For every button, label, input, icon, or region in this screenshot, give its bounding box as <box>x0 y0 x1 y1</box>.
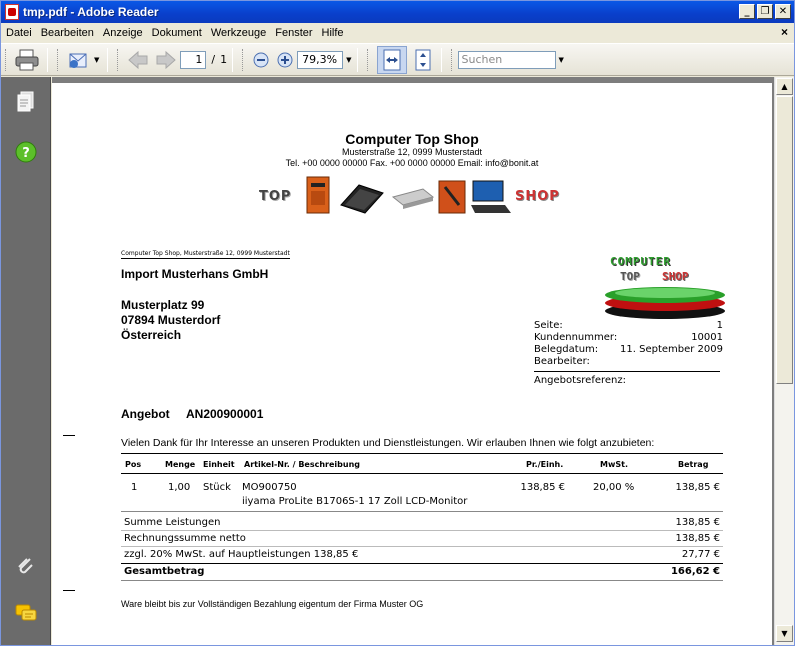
menu-datei[interactable]: Datei <box>6 26 32 39</box>
document-view[interactable] <box>52 77 774 645</box>
menu-werkzeuge[interactable]: Werkzeuge <box>210 26 267 39</box>
title-bar[interactable] <box>1 1 794 23</box>
summe-value: 138,85 € <box>675 517 720 528</box>
referenz-label: Angebotsreferenz: <box>534 375 626 386</box>
intro-text: Vielen Dank für Ihr Interesse an unseren Produkten und Dienstleistungen. Wir erlauben Ihnen wie folgt anzubieten: <box>121 437 655 449</box>
footer-note: Ware bleibt bis zur Vollständigen Bezahlung eigentum der Firma Muster OG <box>121 599 424 609</box>
zoom-out-icon <box>252 51 270 69</box>
shop-name: Computer Top Shop <box>345 131 479 147</box>
paperclip-icon <box>15 555 37 577</box>
restore-button[interactable]: ❐ <box>757 4 773 19</box>
comments-icon <box>15 604 37 624</box>
comments-button[interactable] <box>15 603 37 625</box>
zoom-dropdown-icon[interactable]: ▼ <box>346 55 352 64</box>
col-pos: Pos <box>125 460 142 469</box>
svg-text:?: ? <box>22 146 30 161</box>
product-images-icon <box>305 175 525 217</box>
email-icon <box>67 49 91 71</box>
window-title: tmp.pdf - Adobe Reader <box>23 5 159 19</box>
seite-label: Seite: <box>534 320 563 331</box>
offer-label: Angebot <box>121 407 170 421</box>
chevron-down-icon[interactable]: ▼ <box>94 55 100 64</box>
menu-bar <box>1 23 794 42</box>
shop-contact: Tel. +00 0000 00000 Fax. +00 0000 00000 Email: info@bonit.at <box>285 158 539 168</box>
search-dropdown-icon[interactable]: ▼ <box>558 55 564 64</box>
mwst-value: 27,77 € <box>681 549 720 560</box>
col-preis: Pr./Einh. <box>526 460 564 469</box>
pdf-app-icon <box>5 4 19 20</box>
item-betrag: 138,85 € <box>675 482 720 493</box>
menu-bearbeiten[interactable]: Bearbeiten <box>40 26 94 39</box>
col-menge: Menge <box>165 460 196 469</box>
fit-width-button[interactable] <box>377 46 407 74</box>
arrow-down-icon: ▼ <box>781 629 788 638</box>
item-artikel-nr: MO900750 <box>242 482 297 493</box>
print-button[interactable] <box>15 48 39 72</box>
menu-dokument[interactable]: Dokument <box>151 26 202 39</box>
close-button[interactable]: ✕ <box>775 4 791 19</box>
datum-value: 11. September 2009 <box>620 344 723 355</box>
pdf-page <box>52 83 772 645</box>
menu-anzeige[interactable]: Anzeige <box>102 26 143 39</box>
close-document-button[interactable]: × <box>780 25 788 39</box>
recipient-country: Österreich <box>121 328 182 342</box>
item-beschreibung: iiyama ProLite B1706S-1 17 Zoll LCD-Monitor <box>242 496 468 507</box>
pages-icon <box>16 91 36 113</box>
item-pos: 1 <box>131 482 138 493</box>
summe-label: Summe Leistungen <box>124 517 221 528</box>
help-icon <box>15 141 37 163</box>
minimize-button[interactable]: _ <box>739 4 755 19</box>
printer-icon <box>15 49 39 71</box>
offer-number: AN200900001 <box>186 407 264 421</box>
navigation-panel <box>1 77 51 645</box>
arrow-left-icon <box>127 50 149 70</box>
item-menge: 1,00 <box>168 482 191 493</box>
gesamt-label: Gesamtbetrag <box>124 566 205 577</box>
item-einheit: Stück <box>203 482 231 493</box>
next-page-button[interactable] <box>155 48 177 72</box>
page-separator: / <box>211 53 216 66</box>
kunde-value: 10001 <box>691 332 723 343</box>
recipient-name: Import Musterhans GmbH <box>121 267 269 281</box>
kunde-label: Kundennummer: <box>534 332 618 343</box>
scroll-thumb[interactable] <box>776 96 793 384</box>
arrow-up-icon: ▲ <box>781 82 788 91</box>
fold-mark-lower <box>63 590 75 591</box>
recipient-street: Musterplatz 99 <box>121 298 205 312</box>
computer-shop-logo: COMPUTER TOP SHOP <box>600 253 730 323</box>
menu-hilfe[interactable]: Hilfe <box>321 26 344 39</box>
page-total: 1 <box>220 53 228 66</box>
banner-shop-text: SHOP <box>515 189 560 204</box>
shop-banner <box>257 175 577 217</box>
netto-value: 138,85 € <box>675 533 720 544</box>
shop-address: Musterstraße 12, 0999 Musterstadt <box>341 147 483 157</box>
previous-page-button[interactable] <box>127 48 149 72</box>
arrow-right-icon <box>155 50 177 70</box>
banner-top-text: TOP <box>259 189 292 204</box>
item-preis: 138,85 € <box>520 482 565 493</box>
fold-mark <box>63 435 75 436</box>
info-divider <box>534 371 720 372</box>
bearbeiter-label: Bearbeiter: <box>534 356 590 367</box>
col-artikel: Artikel-Nr. / Beschreibung <box>244 460 361 469</box>
zoom-in-button[interactable] <box>276 48 294 72</box>
netto-label: Rechnungssumme netto <box>124 533 246 544</box>
col-betrag: Betrag <box>678 460 709 469</box>
mwst-label: zzgl. 20% MwSt. auf Hauptleistungen 138,85 € <box>124 549 359 560</box>
fit-width-icon <box>382 49 402 71</box>
fit-page-icon <box>413 49 433 71</box>
fit-page-button[interactable] <box>413 48 433 72</box>
zoom-in-icon <box>276 51 294 69</box>
seite-value: 1 <box>716 320 723 331</box>
col-mwst: MwSt. <box>600 460 628 469</box>
toolbar <box>1 43 794 76</box>
attachments-button[interactable] <box>15 555 37 577</box>
help-button[interactable] <box>15 141 37 163</box>
sender-line: Computer Top Shop, Musterstraße 12, 0999 Musterstadt <box>121 250 290 257</box>
pages-panel-button[interactable] <box>15 91 37 113</box>
scroll-up-button[interactable] <box>776 78 793 95</box>
email-button[interactable] <box>67 48 99 72</box>
page-number-input[interactable]: 1 <box>180 51 206 69</box>
scroll-down-button[interactable] <box>776 625 793 642</box>
col-einheit: Einheit <box>203 460 235 469</box>
datum-label: Belegdatum: <box>534 344 599 355</box>
zoom-level-select[interactable]: 79,3% <box>297 51 343 69</box>
toolbar-grip[interactable] <box>5 49 8 71</box>
item-mwst: 20,00 % <box>593 482 635 493</box>
recipient-city: 07894 Musterdorf <box>121 313 221 327</box>
vertical-scrollbar[interactable] <box>774 77 794 645</box>
search-input[interactable]: Suchen <box>458 51 556 69</box>
menu-fenster[interactable]: Fenster <box>275 26 313 39</box>
logo-discs-icon <box>600 285 730 321</box>
gesamt-value: 166,62 € <box>670 566 720 577</box>
zoom-out-button[interactable] <box>252 48 270 72</box>
